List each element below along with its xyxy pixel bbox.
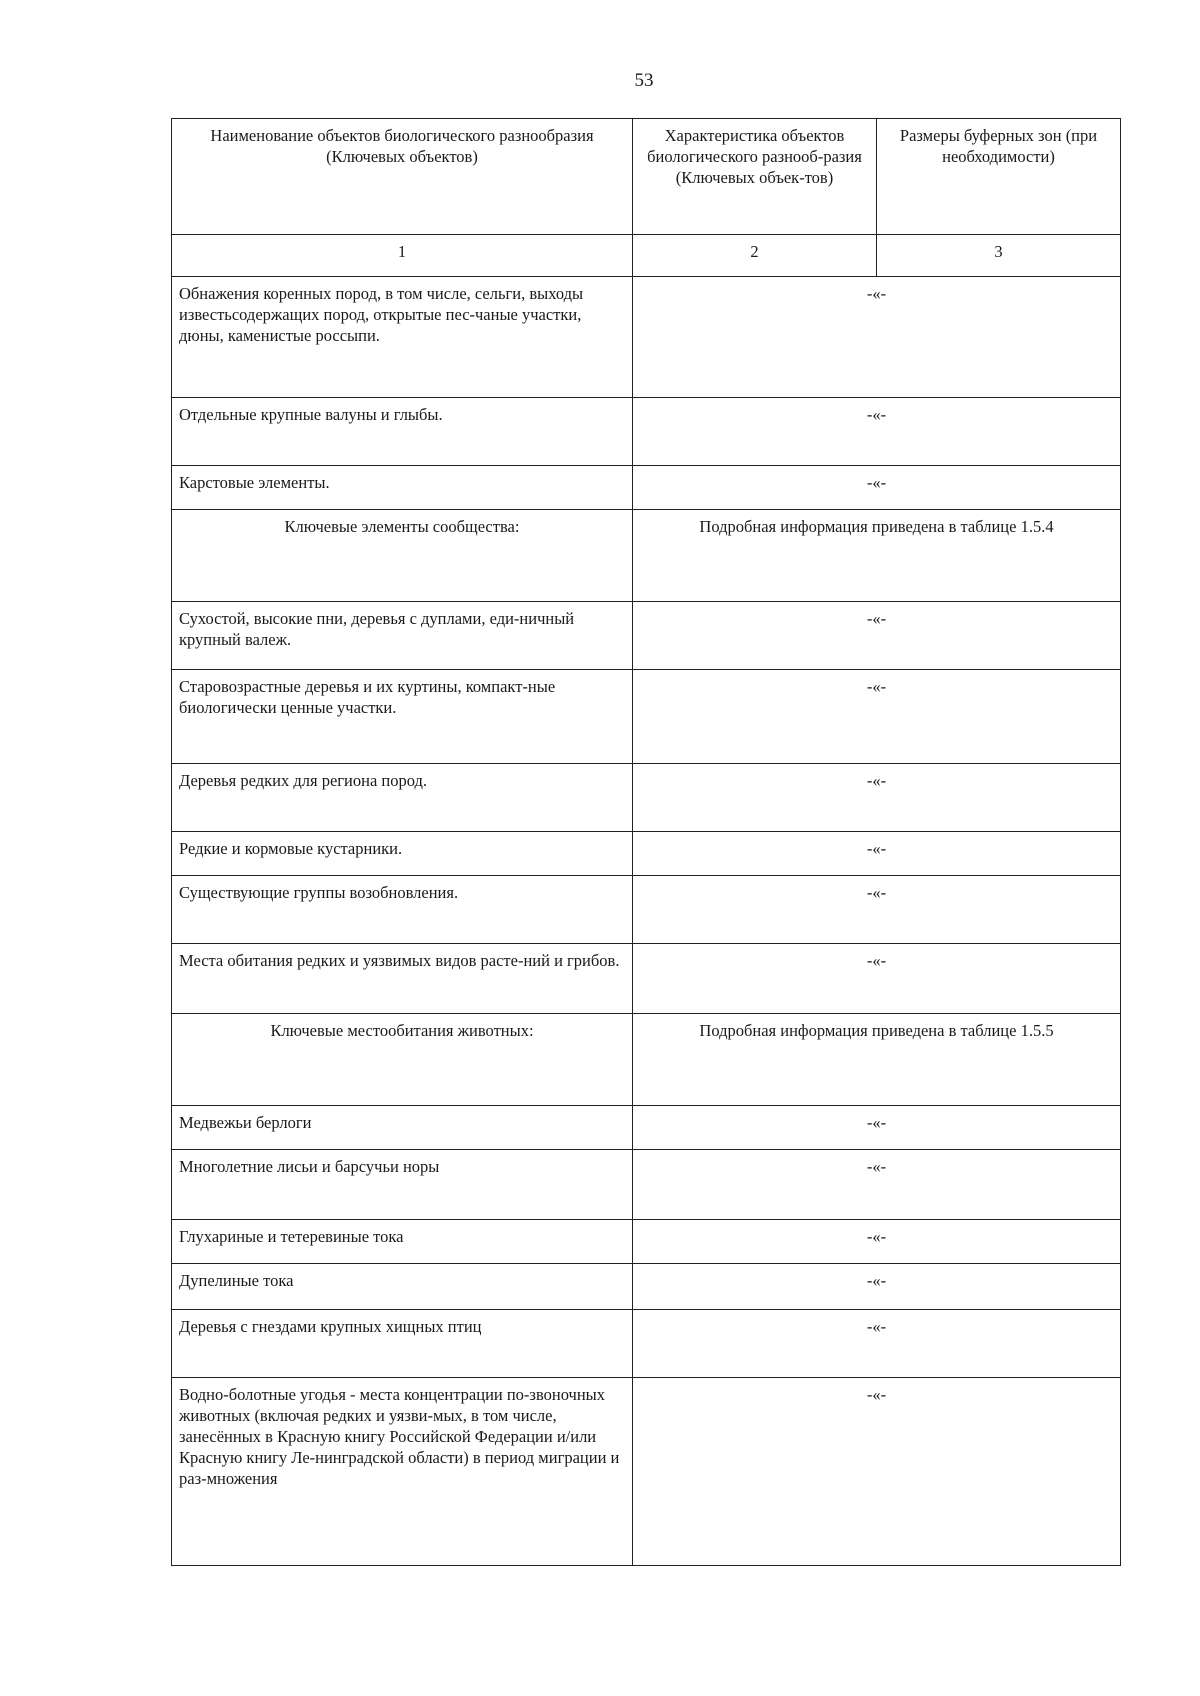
row-characteristic: -«- <box>633 1106 1121 1150</box>
row-characteristic: -«- <box>633 1220 1121 1264</box>
column-number-row <box>172 235 1121 277</box>
row-characteristic: -«- <box>633 1264 1121 1310</box>
header-col2: Характеристика объектов биологического разнооб-разия (Ключевых объек-тов) <box>633 119 877 235</box>
table-row <box>172 1014 1121 1106</box>
row-object-name: Медвежьи берлоги <box>172 1106 633 1150</box>
row-object-name: Карстовые элементы. <box>172 466 633 510</box>
table-row <box>172 1150 1121 1220</box>
row-object-name: Деревья редких для региона пород. <box>172 764 633 832</box>
row-characteristic: Подробная информация приведена в таблице 1.5.5 <box>633 1014 1121 1106</box>
row-characteristic: -«- <box>633 466 1121 510</box>
row-object-name: Существующие группы возобновления. <box>172 876 633 944</box>
row-object-name: Места обитания редких и уязвимых видов расте-ний и грибов. <box>172 944 633 1014</box>
table-row <box>172 602 1121 670</box>
row-characteristic: -«- <box>633 398 1121 466</box>
table-row <box>172 832 1121 876</box>
table-row <box>172 1106 1121 1150</box>
page-number: 53 <box>634 70 654 91</box>
row-characteristic: -«- <box>633 602 1121 670</box>
row-object-name: Обнажения коренных пород, в том числе, сельги, выходы известьсодержащих пород, открытые пес-чаные участки, дюны, каменистые россыпи. <box>172 277 633 398</box>
row-object-name: Глухариные и тетеревиные тока <box>172 1220 633 1264</box>
row-object-name: Отдельные крупные валуны и глыбы. <box>172 398 633 466</box>
row-object-name: Многолетние лисьи и барсучьи норы <box>172 1150 633 1220</box>
table-row <box>172 1378 1121 1566</box>
row-object-name: Старовозрастные деревья и их куртины, компакт-ные биологически ценные участки. <box>172 670 633 764</box>
column-number-3: 3 <box>877 235 1121 277</box>
header-col3: Размеры буферных зон (при необходимости) <box>877 119 1121 235</box>
table-row <box>172 1220 1121 1264</box>
row-characteristic: -«- <box>633 1150 1121 1220</box>
table-row <box>172 1310 1121 1378</box>
row-characteristic: -«- <box>633 876 1121 944</box>
row-object-name: Деревья с гнездами крупных хищных птиц <box>172 1310 633 1378</box>
row-object-name: Водно-болотные угодья - места концентрации по-звоночных животных (включая редких и уязви-мых, в том числе, занесённых в Красную книгу Российской Федерации и/или Красную книгу Ле-нинградской области) в период миграции и раз-множения <box>172 1378 633 1566</box>
row-characteristic: -«- <box>633 832 1121 876</box>
biodiversity-table <box>171 118 1121 1566</box>
row-object-name: Дупелиные тока <box>172 1264 633 1310</box>
column-number-2: 2 <box>633 235 877 277</box>
table-row <box>172 876 1121 944</box>
table-row <box>172 1264 1121 1310</box>
table-row <box>172 670 1121 764</box>
row-characteristic: -«- <box>633 944 1121 1014</box>
row-characteristic: -«- <box>633 670 1121 764</box>
table-row <box>172 764 1121 832</box>
row-characteristic: Подробная информация приведена в таблице 1.5.4 <box>633 510 1121 602</box>
row-object-name: Ключевые местообитания животных: <box>172 1014 633 1106</box>
row-characteristic: -«- <box>633 1378 1121 1566</box>
row-object-name: Редкие и кормовые кустарники. <box>172 832 633 876</box>
header-col1: Наименование объектов биологического разнообразия (Ключевых объектов) <box>172 119 633 235</box>
table-row <box>172 510 1121 602</box>
table-body <box>172 277 1121 1566</box>
table-row <box>172 466 1121 510</box>
row-characteristic: -«- <box>633 1310 1121 1378</box>
table-row <box>172 944 1121 1014</box>
row-object-name: Сухостой, высокие пни, деревья с дуплами, еди-ничный крупный валеж. <box>172 602 633 670</box>
column-number-1: 1 <box>172 235 633 277</box>
row-characteristic: -«- <box>633 764 1121 832</box>
header-row <box>172 119 1121 235</box>
table-row <box>172 398 1121 466</box>
row-characteristic: -«- <box>633 277 1121 398</box>
row-object-name: Ключевые элементы сообщества: <box>172 510 633 602</box>
table-row <box>172 277 1121 398</box>
